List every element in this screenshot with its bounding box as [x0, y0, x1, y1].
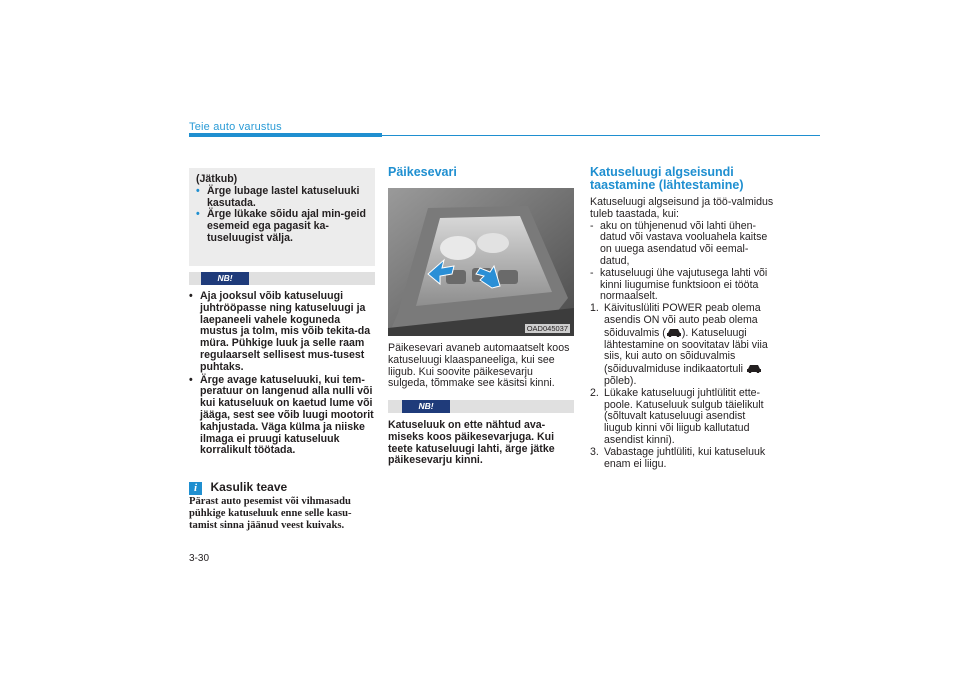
step-item: 3. Vabastage juhtlüliti, kui katuseluuk enam ei liigu. [590, 445, 766, 470]
warning-bullet: • Ärge lükake sõidu ajal min-geid esemeid ega pagasit ka-tuseluugist välja. [196, 208, 366, 244]
header-rule [382, 135, 820, 136]
section-header-title: Teie auto varustus [189, 121, 282, 133]
bullet-icon: • [196, 184, 200, 197]
bullet-icon: • [196, 208, 200, 221]
step-item: 1. Käivituslüliti POWER peab olema asendis ON või auto peab olema sõiduvalmis ( ). Katuseluugi lähtestamine on soovitatav läbi viia siis, kui auto on sõiduvalmis (sõiduvalmiduse indikaatortuli põleb). [590, 302, 768, 387]
reset-intro: Katuseluugi algseisund ja töö-valmidus tuleb taastada, kui: [590, 196, 774, 220]
step-item: 2. Lükake katuseluugi juhtlülitit ette-poole. Katuseluuk sulgub täielikult (sõltuvalt katuseluugi asendist liugub kinni või liigub kallutatud asendist kinni). [590, 386, 764, 446]
image-code: OAD045037 [526, 324, 568, 333]
info-title: Kasulik teave [210, 480, 288, 494]
reset-heading: Katuseluugi algseisundi taastamine (lähtestamine) [590, 165, 744, 192]
sunroof-control-photo [388, 188, 574, 336]
nb-banner [189, 272, 375, 285]
bullet-icon: • [189, 290, 193, 302]
continued-warning-box [189, 168, 375, 266]
ready-indicator-icon [746, 363, 762, 373]
nb-label: NB! [402, 400, 450, 413]
info-heading [189, 478, 375, 496]
info-text: Pärast auto pesemist või vihmasadu pühkige katuseluuk enne selle kasu-tamist sinna jäänud veest kuivaks. [189, 496, 352, 531]
bullet-icon: • [189, 373, 193, 386]
condition-item: - aku on tühjenenud või lahti ühen-datud või vastava vooluahela kaitse on uuega asendatud või eemal-datud, [590, 219, 768, 267]
continued-label: (Jätkub) [196, 173, 238, 185]
ready-car-icon [666, 327, 682, 337]
nb-bullet-list [189, 291, 375, 457]
sunshade-heading: Päikesevari [388, 165, 457, 179]
reset-body [590, 197, 776, 470]
nb-bullet: • Aja jooksul võib katuseluugi juhtrööpasse ning katuseluugi ja laepaneeli vahele koguneda mustus ja tolm, mis võib tekita-da müra. Pühkige luuk ja selle raam regulaarselt sellisest mus-tusest puhtaks. [189, 290, 371, 373]
nb-banner [388, 400, 574, 413]
nb-label: NB! [201, 272, 249, 285]
warning-bullet: • Ärge lubage lastel katuseluuki kasutada. [196, 184, 360, 209]
header-accent-bar [189, 133, 382, 137]
sunshade-nb-text: Katuseluuk on ette nähtud ava-miseks koos päikesevarjuga. Kui teete katuseluugi lahti, ärge jätke päikesevarju kinni. [388, 419, 555, 467]
page-number: 3-30 [189, 553, 210, 564]
sunshade-paragraph: Päikesevari avaneb automaatselt koos katuseluugi klaaspaneeliga, kui see liigub. Kui soovite päikesevarju sulgeda, tõmmake see käsitsi kinni. [388, 342, 570, 390]
condition-item: - katuseluugi ühe vajutusega lahti või kinni liugumise funktsioon ei tööta normaalselt. [590, 266, 768, 303]
sunroof-illustration [388, 188, 574, 336]
nb-bullet: • Ärge avage katuseluuki, kui tem-peratuur on langenud alla nulli või kui katuseluuk on kaetud lume või jääga, sest see võib luugi mootorit kahjustada. Väga külma ja niiske ilmaga ei pruugi katuseluuk korralikult töötada. [189, 373, 374, 457]
info-icon: i [189, 482, 202, 495]
